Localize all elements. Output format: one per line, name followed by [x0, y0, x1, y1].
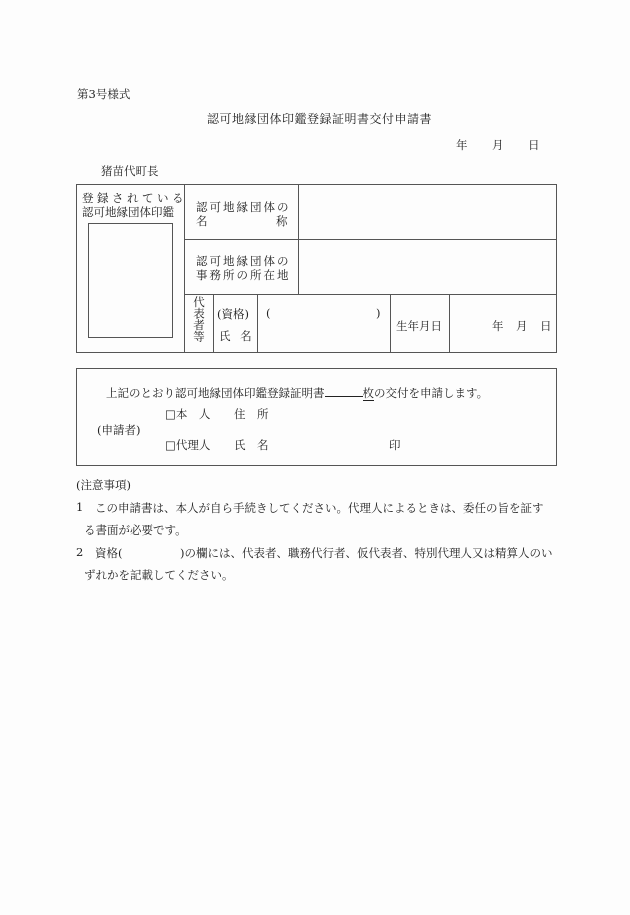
option-agent-checkbox[interactable]: □代理人 [165, 438, 211, 452]
office-label-line2: 事務所の所在地 [196, 268, 291, 282]
paren-open: ( [266, 306, 271, 320]
name-label-line2b: 称 [276, 214, 288, 228]
address-label: 住 所 [234, 407, 269, 421]
representative-name-field[interactable] [259, 296, 389, 352]
note-1-line2: る書面が必要です。 [84, 523, 187, 537]
birth-month: 月 [516, 319, 528, 333]
count-unit: 枚 [362, 386, 374, 400]
birth-year: 年 [492, 319, 504, 333]
copy-count-field[interactable] [325, 384, 363, 397]
name-label-line1: 認可地縁団体の [196, 200, 291, 214]
divider [184, 294, 557, 295]
paren-close: ) [376, 306, 381, 320]
date-day: 日 [528, 138, 540, 152]
representative-label: 代表者等 [192, 296, 206, 342]
date-month: 月 [492, 138, 504, 152]
request-sentence [106, 384, 488, 401]
name-label-line2a: 名 [196, 214, 208, 228]
full-name-label: 氏 名 [219, 329, 255, 343]
office-label-line1: 認可地縁団体の [196, 254, 291, 268]
addressee: 猪苗代町長 [101, 164, 159, 178]
seal-mark: 印 [389, 438, 401, 452]
divider [184, 184, 185, 353]
divider [390, 294, 391, 353]
seal-label-line1: 登録されている [82, 191, 187, 205]
note-2-line1: 資格( )の欄には、代表者、職務代行者、仮代表者、特別代理人又は精算人のい [95, 546, 553, 560]
divider [257, 294, 258, 353]
date-year: 年 [456, 138, 468, 152]
organization-name-field[interactable] [300, 186, 555, 238]
birth-day: 日 [540, 319, 552, 333]
notes-heading: (注意事項) [76, 478, 131, 492]
applicant-label: (申請者) [97, 423, 141, 437]
birthdate-label: 生年月日 [396, 319, 442, 333]
option-self-checkbox[interactable]: □本 人 [165, 407, 211, 421]
divider [449, 294, 450, 353]
document-title: 認可地縁団体印鑑登録証明書交付申請書 [207, 112, 433, 126]
birthdate-field[interactable] [451, 296, 555, 352]
note-1-line1: この申請書は、本人が自ら手続きしてください。代理人によるときは、委任の旨を証す [95, 501, 544, 515]
note-2-number: 2 [76, 545, 84, 559]
note-2-line2: ずれかを記載してください。 [84, 568, 234, 582]
divider [213, 294, 214, 353]
office-address-field[interactable] [300, 241, 555, 293]
form-number: 第3号様式 [77, 87, 131, 101]
name-label: 氏 名 [234, 438, 269, 452]
divider [184, 239, 557, 240]
qualification-label: (資格) [217, 307, 249, 321]
request-border [76, 368, 557, 466]
request-suffix: の交付を申請します。 [374, 386, 489, 400]
seal-label-line2: 認可地縁団体印鑑 [82, 205, 174, 219]
seal-impression-box[interactable] [88, 223, 173, 338]
request-prefix: 上記のとおり認可地縁団体印鑑登録証明書 [106, 386, 325, 400]
note-1-number: 1 [76, 500, 84, 514]
